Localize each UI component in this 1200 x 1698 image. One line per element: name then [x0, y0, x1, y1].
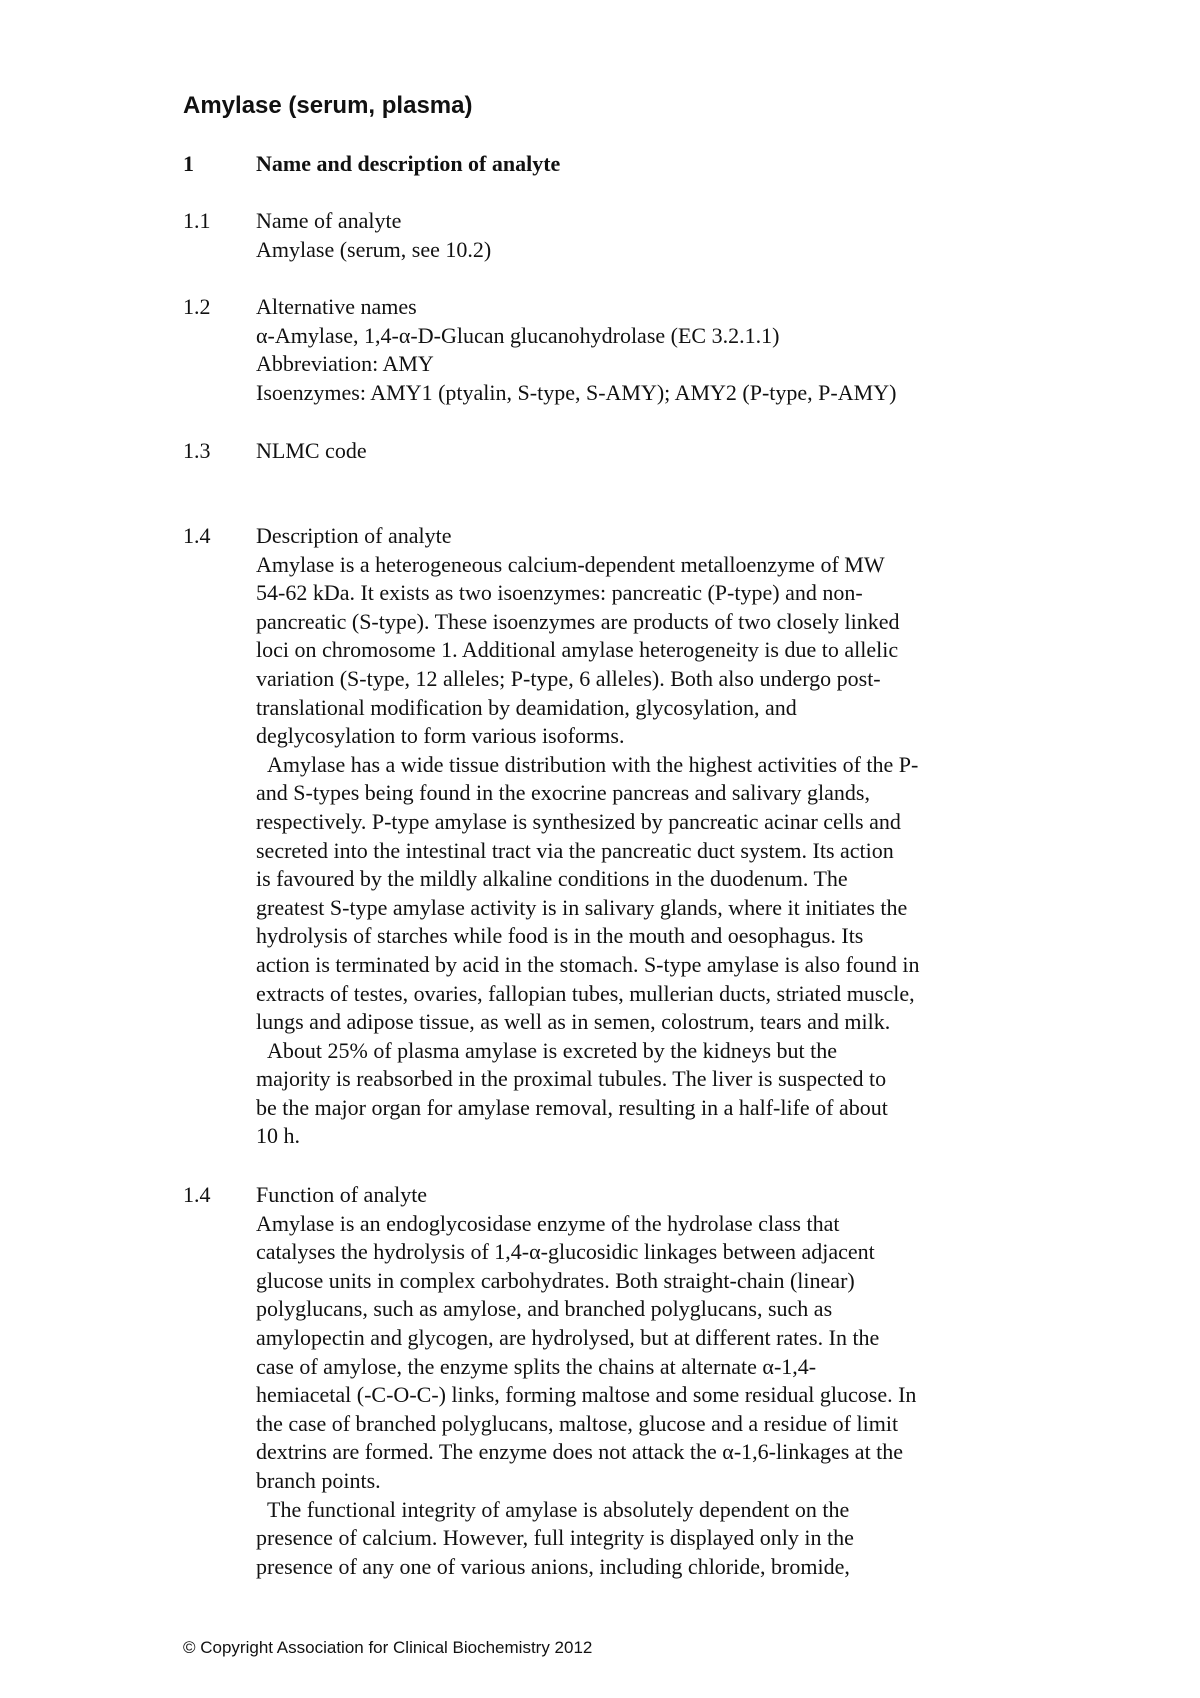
text-line: About 25% of plasma amylase is excreted by the kidneys but the: [267, 1037, 838, 1063]
text-line: pancreatic (S-type). These isoenzymes are products of two closely linked: [256, 608, 900, 634]
text-line: is favoured by the mildly alkaline conditions in the duodenum. The: [256, 866, 848, 892]
section-number: 1.2: [183, 294, 211, 319]
text-line: catalyses the hydrolysis of 1,4-α-glucosidic linkages between adjacent: [256, 1239, 875, 1265]
text-line: secreted into the intestinal tract via the pancreatic duct system. Its action: [256, 837, 894, 863]
section-number: 1.4: [183, 523, 211, 548]
text-line: case of amylose, the enzyme splits the chains at alternate α-1,4-: [256, 1353, 817, 1379]
section-number: 1.3: [183, 438, 211, 463]
text-line: hemiacetal (-C-O-C-) links, forming maltose and some residual glucose. In: [256, 1382, 917, 1408]
text-line: polyglucans, such as amylose, and branched polyglucans, such as: [256, 1296, 833, 1322]
text-line: the case of branched polyglucans, maltose, glucose and a residue of limit: [256, 1410, 899, 1436]
text-line: glucose units in complex carbohydrates. Both straight-chain (linear): [256, 1267, 855, 1293]
text-line: lungs and adipose tissue, as well as in semen, colostrum, tears and milk.: [256, 1009, 891, 1035]
text-line: greatest S-type amylase activity is in salivary glands, where it initiates the: [256, 894, 908, 920]
text-line: respectively. P-type amylase is synthesized by pancreatic acinar cells and: [256, 808, 901, 834]
subsection-value: Amylase (serum, see 10.2): [256, 236, 492, 262]
text-line: branch points.: [256, 1467, 381, 1493]
text-line: 10 h.: [256, 1123, 300, 1149]
text-line: action is terminated by acid in the stomach. S-type amylase is also found in: [256, 951, 920, 977]
text-line: and S-types being found in the exocrine pancreas and salivary glands,: [256, 780, 870, 806]
text-line: presence of calcium. However, full integrity is displayed only in the: [256, 1525, 854, 1551]
subsection-label: Alternative names: [256, 294, 417, 319]
text-line: α-Amylase, 1,4-α-D-Glucan glucanohydrolase (EC 3.2.1.1): [256, 322, 780, 348]
text-line: amylopectin and glycogen, are hydrolysed, but at different rates. In the: [256, 1324, 880, 1350]
text-line: loci on chromosome 1. Additional amylase heterogeneity is due to allelic: [256, 637, 899, 663]
text-line: Amylase has a wide tissue distribution with the highest activities of the P-: [267, 751, 919, 777]
text-line: majority is reabsorbed in the proximal tubules. The liver is suspected to: [256, 1066, 887, 1092]
text-line: deglycosylation to form various isoforms.: [256, 723, 625, 749]
text-line: variation (S-type, 12 alleles; P-type, 6 alleles). Both also undergo post-: [256, 665, 881, 691]
text-line: extracts of testes, ovaries, fallopian tubes, mullerian ducts, striated muscle,: [256, 980, 915, 1006]
section-number: 1: [183, 151, 194, 176]
section-number: 1.1: [183, 208, 211, 233]
text-line: Amylase is a heterogeneous calcium-dependent metalloenzyme of MW: [256, 551, 885, 577]
copyright-footer: © Copyright Association for Clinical Biochemistry 2012: [183, 1638, 593, 1657]
subsection-label: Function of analyte: [256, 1182, 428, 1207]
section-heading: Name and description of analyte: [256, 151, 561, 176]
subsection-label: NLMC code: [256, 438, 367, 463]
text-line: Amylase is an endoglycosidase enzyme of the hydrolase class that: [256, 1210, 840, 1236]
subsection-label: Name of analyte: [256, 208, 402, 233]
text-line: 54-62 kDa. It exists as two isoenzymes: pancreatic (P-type) and non-: [256, 580, 863, 606]
text-line: The functional integrity of amylase is absolutely dependent on the: [267, 1496, 850, 1522]
subsection-label: Description of analyte: [256, 523, 452, 548]
text-line: dextrins are formed. The enzyme does not attack the α-1,6-linkages at the: [256, 1439, 904, 1465]
text-line: presence of any one of various anions, including chloride, bromide,: [256, 1553, 850, 1579]
text-line: hydrolysis of starches while food is in the mouth and oesophagus. Its: [256, 923, 864, 949]
text-line: be the major organ for amylase removal, resulting in a half-life of about: [256, 1094, 888, 1120]
text-line: Abbreviation: AMY: [256, 351, 434, 377]
document-title: Amylase (serum, plasma): [183, 92, 473, 119]
text-line: Isoenzymes: AMY1 (ptyalin, S-type, S-AMY); AMY2 (P-type, P-AMY): [256, 379, 897, 405]
text-line: translational modification by deamidation, glycosylation, and: [256, 694, 797, 720]
section-number: 1.4: [183, 1182, 211, 1207]
